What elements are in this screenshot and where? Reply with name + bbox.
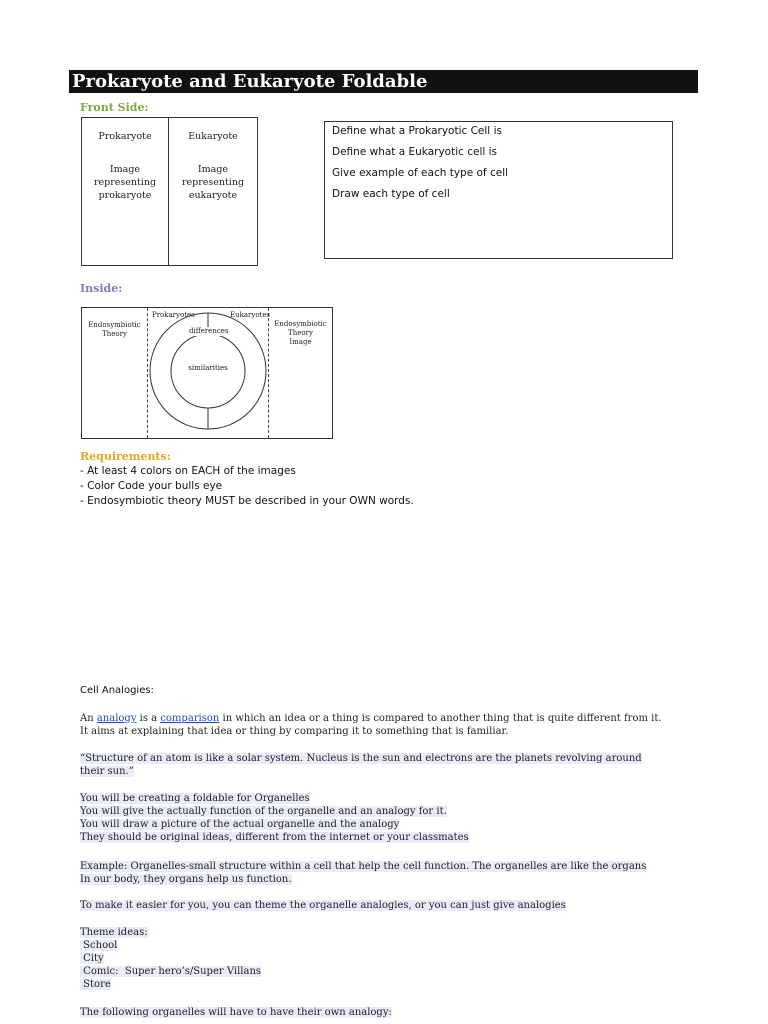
example-line: In our body, they organs help us function. <box>80 874 292 885</box>
prokaryotes-label: Prokaryotes <box>152 311 195 319</box>
caption-line: Image <box>109 164 141 175</box>
requirements-heading: Requirements: <box>80 450 171 463</box>
theme-item: City <box>80 953 104 964</box>
caption-line: Image <box>197 164 229 175</box>
task-line: They should be original ideas, different from the internet or your classmates <box>80 832 469 843</box>
comparison-link[interactable]: comparison <box>160 713 220 724</box>
caption-line: prokaryote <box>98 190 152 201</box>
inside-heading: Inside: <box>80 282 123 295</box>
definition-prefix: An <box>80 713 97 724</box>
label-line: Endosymbiotic <box>274 320 327 328</box>
definition-rest: in which an idea or a thing is compared to another thing that is quite different from it. <box>219 713 662 724</box>
requirement-item: - Endosymbiotic theory MUST be described in your OWN words. <box>80 495 414 507</box>
inside-foldable-diagram <box>81 307 333 439</box>
similarities-label: similarities <box>188 364 228 372</box>
theme-item: School <box>80 940 118 951</box>
analogy-link[interactable]: analogy <box>96 713 137 724</box>
instruction-item: Give example of each type of cell <box>332 167 509 179</box>
label-line: Theory <box>102 330 127 338</box>
instruction-item: Draw each type of cell <box>332 188 450 200</box>
task-line: You will give the actually function of the organelle and an analogy for it. <box>80 806 447 817</box>
caption-line: eukaryote <box>188 190 238 201</box>
final-note <box>80 1006 392 1019</box>
prokaryote-image-caption <box>82 163 168 202</box>
theme-heading: Theme ideas: <box>80 927 148 938</box>
label-line: Theory <box>288 329 313 337</box>
example-line: Example: Organelles-small structure within a cell that help the cell function. The organelles are like the organs <box>80 861 647 872</box>
endosymbiotic-theory-label <box>82 321 147 339</box>
page-title: Prokaryote and Eukaryote Foldable <box>72 71 428 92</box>
requirement-item: - At least 4 colors on EACH of the images <box>80 465 296 477</box>
theme-note-text: To make it easier for you, you can theme the organelle analogies, or you can just give analogies <box>80 900 566 911</box>
eukaryotes-label: Eukaryotes <box>230 311 271 319</box>
theme-note <box>80 899 566 912</box>
quote-line: “Structure of an atom is like a solar system. Nucleus is the sun and electrons are the planets revolving around <box>80 753 642 764</box>
task-line: You will draw a picture of the actual organelle and the analogy <box>80 819 400 830</box>
final-note-text: The following organelles will have to have their own analogy: <box>80 1007 392 1018</box>
atom-quote <box>80 752 642 778</box>
front-foldable-diagram <box>81 117 258 266</box>
prokaryote-label: Prokaryote <box>98 131 152 142</box>
theme-ideas <box>80 926 261 991</box>
caption-line: representing <box>181 177 245 188</box>
endosymbiotic-theory-image-label <box>269 320 332 347</box>
task-line: You will be creating a foldable for Organelles <box>80 793 310 804</box>
front-side-heading: Front Side: <box>80 101 149 114</box>
front-instructions-box <box>324 121 673 259</box>
instruction-item: Define what a Prokaryotic Cell is <box>332 125 502 137</box>
analogy-definition <box>80 712 662 725</box>
theme-item: Comic: Super hero’s/Super Villans <box>80 966 262 977</box>
quote-line: their sun.” <box>80 766 134 777</box>
caption-line: representing <box>93 177 157 188</box>
label-line: Image <box>289 338 312 346</box>
eukaryote-image-caption <box>169 163 257 202</box>
label-line: Endosymbiotic <box>88 321 141 329</box>
definition-mid: is a <box>136 713 161 724</box>
analogy-definition-line2: It aims at explaining that idea or thing by comparing it to something that is familiar. <box>80 726 509 737</box>
cell-analogies-heading: Cell Analogies: <box>80 685 154 696</box>
differences-label: differences <box>189 327 229 335</box>
task-list <box>80 792 469 844</box>
theme-item: Store <box>80 979 111 990</box>
instruction-item: Define what a Eukaryotic cell is <box>332 146 498 158</box>
organelle-example <box>80 860 646 886</box>
requirement-item: - Color Code your bulls eye <box>80 480 223 492</box>
eukaryote-label: Eukaryote <box>188 131 238 142</box>
